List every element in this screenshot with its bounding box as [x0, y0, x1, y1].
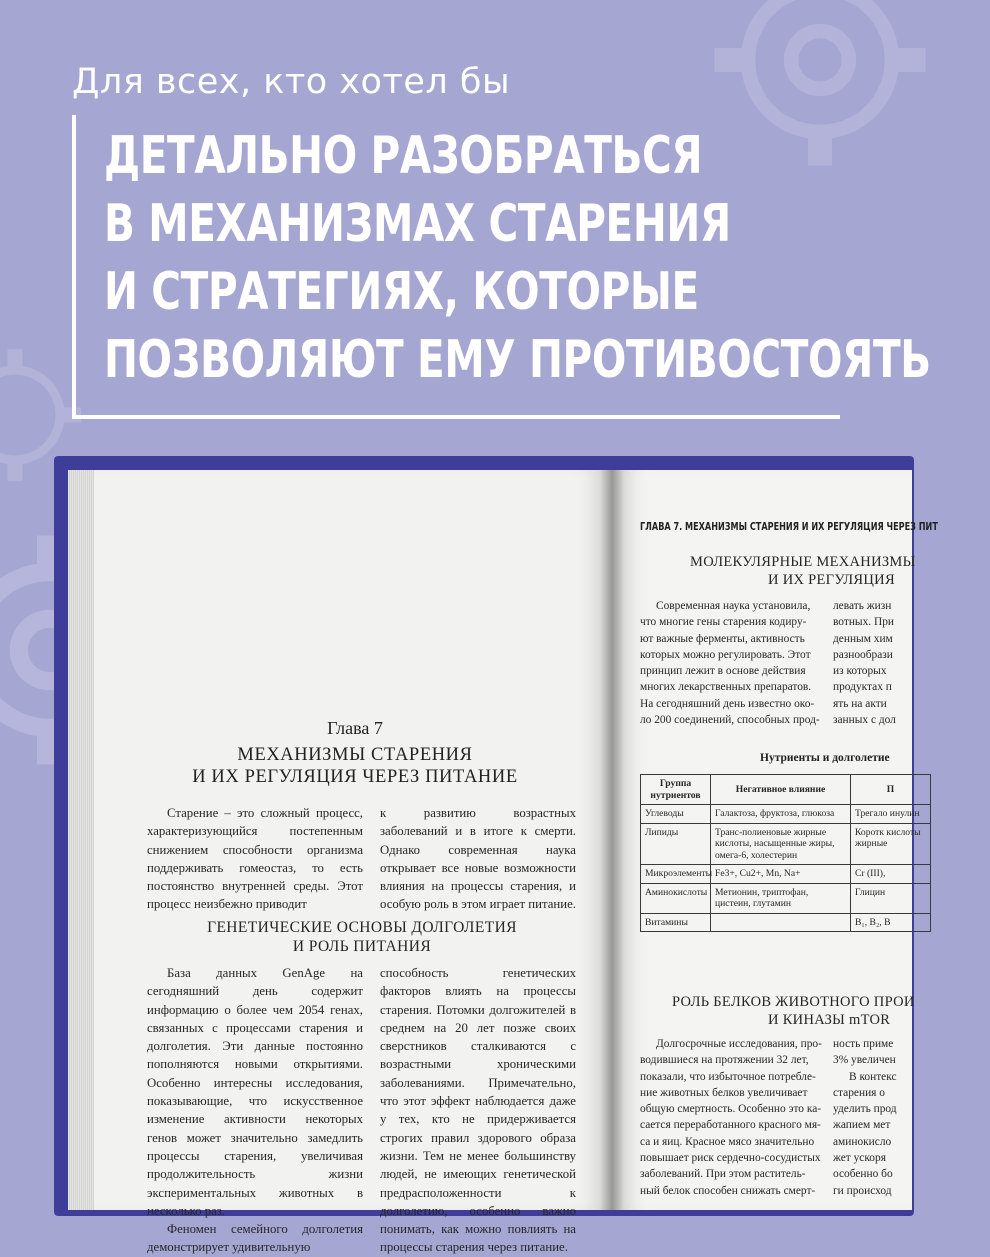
text-line: ный белок способен снижать смерт- — [640, 1184, 816, 1197]
text-line: водившиеся на протяжении 32 лет, — [640, 1054, 809, 1067]
page-edges — [68, 470, 94, 1210]
text-line: аминокисло — [833, 1135, 892, 1148]
text-line: ять на акти — [833, 697, 887, 710]
body-column-2 — [380, 964, 576, 1255]
table-header-cell: Группа нутриентов — [641, 775, 711, 805]
paragraph: Феномен семейного долголетия демонстрирует удивительную — [147, 1222, 363, 1255]
section-title — [690, 553, 990, 589]
table-row — [641, 823, 931, 865]
headline-line: И СТРАТЕГИЯХ, КОТОРЫЕ — [104, 262, 699, 322]
paragraph: Старение – это сложный процесс, характеризующийся постепенным снижением способности организма поддерживать гомеостаз, то есть постоянство внутренней среды. Этот процесс неизбежно приводит — [147, 806, 363, 912]
text-line: ло 200 соединений, способных прод- — [640, 714, 820, 727]
table-row — [641, 913, 931, 932]
text-line: что многие гены старения кодиру- — [640, 616, 807, 629]
headline-line: ПОЗВОЛЯЮТ ЕМУ ПРОТИВОСТОЯТЬ — [104, 330, 931, 390]
text-line: разнообрази — [833, 648, 893, 661]
text-line: старения о — [833, 1086, 885, 1099]
nutrients-table — [640, 774, 931, 932]
text-line: ют важные ферменты, активность — [640, 632, 805, 645]
table-cell: Витамины — [641, 913, 711, 932]
section-title — [672, 993, 972, 1029]
table-cell: Галактоза, фруктоза, глюкоза — [711, 805, 851, 824]
text-line: 3% увеличен — [833, 1054, 896, 1067]
banner-subtitle: Для всех, кто хотел бы — [72, 62, 511, 102]
table-header-row — [641, 775, 931, 805]
paragraph: База данных GenAge на сегодняшний день содержит информацию о более чем 2054 генах, связанных с процессами старения и долголетия. Эти данные постоянно пополняются новыми открытиями. Особенно интересны исследования, показывающие, что искусственное изменение активности некоторых генов может значительно замедлить процессы старения, увеличивая продолжительность жизни экспериментальных животных в несколько раз. — [147, 966, 363, 1218]
text-line: ние животных белков увеличивает — [640, 1086, 808, 1099]
headline-line: ДЕТАЛЬНО РАЗОБРАТЬСЯ — [104, 126, 703, 186]
book-spine — [600, 470, 624, 1210]
section-title-line: МОЛЕКУЛЯРНЫЕ МЕХАНИЗМЫ — [690, 554, 916, 570]
table-cell: Коротк кислоты жирные — [851, 823, 931, 865]
text-line: жет ускоря — [833, 1152, 886, 1165]
text-line: занных с дол — [833, 714, 896, 727]
text-line: повышает риск сердечно-сосудистых — [640, 1152, 821, 1165]
section-title-line: РОЛЬ БЕЛКОВ ЖИВОТНОГО ПРОИ — [672, 994, 915, 1010]
right-column-3 — [640, 1036, 824, 1200]
table-cell: Липиды — [641, 823, 711, 865]
table-header-cell: Негативное влияние — [711, 775, 851, 805]
text-line: продуктах п — [833, 681, 892, 694]
text-line: Долгосрочные исследования, про- — [656, 1038, 822, 1050]
text-line: ность приме — [833, 1038, 894, 1050]
text-line: левать жизн — [833, 600, 892, 612]
table-row — [641, 883, 931, 913]
banner-headline — [104, 122, 931, 394]
intro-column-1 — [147, 804, 363, 914]
table-title: Нутриенты и долголетие — [760, 752, 890, 764]
right-column-4 — [833, 1036, 900, 1200]
body-column-1 — [147, 964, 363, 1255]
table-cell: Микроэлементы — [641, 865, 711, 884]
headline-line: В МЕХАНИЗМАХ СТАРЕНИЯ — [104, 194, 731, 254]
chapter-number: Глава 7 — [327, 718, 383, 738]
section-title — [147, 918, 577, 956]
table-cell: B₁, B₂, B — [851, 913, 931, 932]
right-column-2 — [833, 598, 900, 728]
text-line: сается переработанного красного мя- — [640, 1119, 821, 1132]
table-cell: Глицин — [851, 883, 931, 913]
text-line: Современная наука установила, — [656, 600, 811, 612]
text-line: многих лекарственных препаратов. — [640, 681, 812, 694]
table-cell: Аминокислоты — [641, 883, 711, 913]
chapter-title-line: МЕХАНИЗМЫ СТАРЕНИЯ — [237, 745, 473, 765]
paragraph: к развитию возрастных заболеваний и в итоге к смерти. Однако современная наука открывает все новые возможности влияния на процессы старения, и особую роль в этом играет питание. — [380, 806, 576, 912]
text-line: са и яиц. Красное мясо значительно — [640, 1135, 815, 1148]
text-line: жапием мет — [833, 1119, 891, 1132]
table-row — [641, 865, 931, 884]
section-title-line: И ИХ РЕГУЛЯЦИЯ — [768, 572, 895, 588]
table-cell: Cr (III), — [851, 865, 931, 884]
text-line: В контекс — [849, 1070, 897, 1083]
table-cell: Трегало инулин — [851, 805, 931, 824]
text-line: из которых — [833, 665, 887, 678]
right-column-1 — [640, 598, 824, 728]
text-line: На сегодняшний день известно око- — [640, 697, 815, 710]
chapter-title-line: И ИХ РЕГУЛЯЦИЯ ЧЕРЕЗ ПИТАНИЕ — [192, 767, 518, 787]
intro-column-2 — [380, 804, 576, 914]
table-cell: Метионин, триптофан, цистеин, глутамин — [711, 883, 851, 913]
running-head: ГЛАВА 7. МЕХАНИЗМЫ СТАРЕНИЯ И ИХ РЕГУЛЯЦИЯ ЧЕРЕЗ ПИТ — [640, 520, 938, 533]
text-line: особенно бо — [833, 1168, 893, 1181]
text-line: заболеваний. При этом раститель- — [640, 1168, 806, 1181]
text-line: ги происход — [833, 1184, 892, 1197]
table-row — [641, 805, 931, 824]
chapter-title — [140, 744, 570, 788]
section-title-line: И КИНАЗЫ mTOR — [768, 1012, 891, 1028]
text-line: денным хим — [833, 632, 893, 645]
table-cell: Транс-полиеновые жирные кислоты, насыщенные жиры, омега-6, холестерин — [711, 823, 851, 865]
section-title-line: И РОЛЬ ПИТАНИЯ — [292, 938, 432, 955]
paragraph: способность генетических факторов влиять на процессы старения. Потомки долгожителей в среднем на 20 лет позже своих сверстников сталкиваются с возрастными хроническими заболеваниями. Примечательно, что этот эффект наблюдается даже у тех, кто не придерживается строгих правил здорового образа жизни. Тем не менее большинству людей, не имеющих генетической предрасположенности к долголетию, особенно важно понимать, как можно повлиять на процессы старения через питание. — [380, 966, 576, 1255]
table-cell — [711, 913, 851, 932]
text-line: принцип лежит в основе действия — [640, 665, 806, 678]
section-title-line: ГЕНЕТИЧЕСКИЕ ОСНОВЫ ДОЛГОЛЕТИЯ — [207, 919, 517, 936]
table-cell: Углеводы — [641, 805, 711, 824]
text-line: вотных. При — [833, 616, 894, 629]
text-line: уделить прод — [833, 1103, 897, 1116]
text-line: показали, что избыточное потребле- — [640, 1070, 816, 1083]
table-header-cell: П — [851, 775, 931, 805]
table-cell: Fe3+, Cu2+, Mn, Na+ — [711, 865, 851, 884]
text-line: которых можно регулировать. Этот — [640, 648, 811, 661]
text-line: общую смертность. Особенно это ка- — [640, 1103, 822, 1116]
